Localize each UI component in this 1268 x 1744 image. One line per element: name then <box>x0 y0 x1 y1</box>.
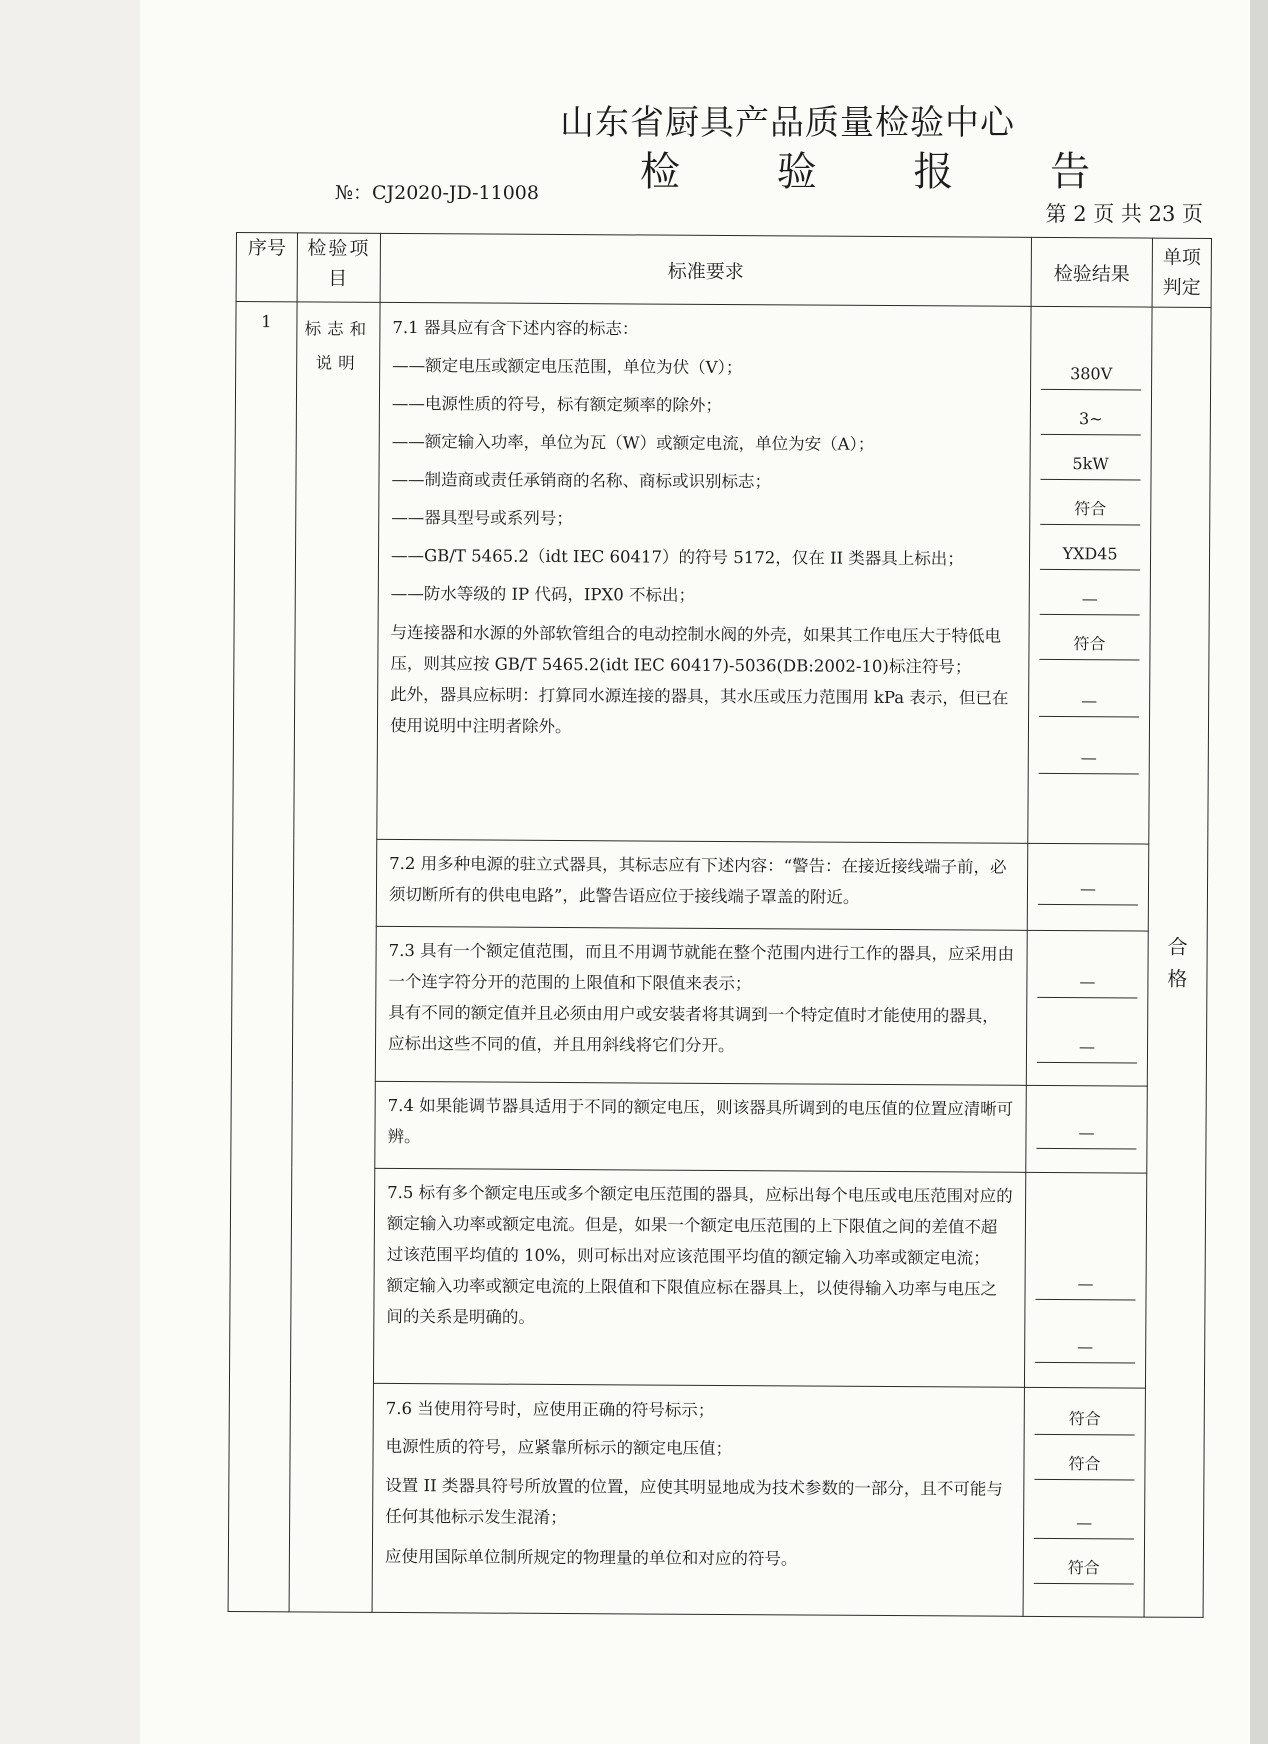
result-value: — <box>1035 1332 1135 1364</box>
result-value: 5kW <box>1040 449 1140 481</box>
requirement-7-5 <box>373 1168 1025 1388</box>
org-name: 山东省厨具产品质量检验中心 <box>560 103 1015 143</box>
table-row <box>231 1080 1207 1173</box>
header-verdict: 单项判定 <box>1152 238 1211 308</box>
req-line: 7.2 用多种电源的驻立式器具，其标志应有下述内容：“警告：在接近接线端子前，必须切断所有的供电电路”，此警告语应位于接线端子罩盖的附近。 <box>388 853 1007 907</box>
table-header-row <box>236 233 1211 308</box>
table-row <box>231 925 1207 1086</box>
result-7-2 <box>1027 843 1149 931</box>
result-value: — <box>1034 1508 1134 1540</box>
req-line: ——防水等级的 IP 代码，IPX0 不标出； <box>390 584 696 606</box>
result-value: — <box>1035 1269 1135 1301</box>
requirement-7-6 <box>372 1384 1024 1617</box>
result-value: 符合 <box>1040 494 1140 526</box>
page-indicator: 第 2 页 共 23 页 <box>1045 202 1203 226</box>
req-line: 7.3 具有一个额定值范围，而且不用调节就能在整个范围内进行工作的器具，应采用由一个连字符分开的范围的上限值和下限值来表示； <box>388 940 1015 993</box>
req-line: 7.5 标有多个额定电压或多个额定电压范围的器具，应标出每个电压或电压范围对应的额定输入功率或额定电流。但是，如果一个额定电压范围的上下限值之间的差值不超过该范围平均值的 10%，则可标出对应该范围平均值的额定输入功率或额定电流； <box>386 1182 1013 1268</box>
req-line: 具有不同的额定值并且必须由用户或安装者将其调到一个特定值时才能使用的器具，应标出这些不同的值，并且用斜线将它们分开。 <box>387 1002 999 1055</box>
requirement-7-2 <box>376 839 1028 930</box>
req-line: 设置 II 类器具符号所放置的位置，应使其明显地成为技术参数的一部分，且不可能与任何其他标示发生混淆； <box>385 1476 1003 1528</box>
req-line: 7.4 如果能调节器具适用于不同的额定电压，则该器具所调到的电压值的位置应清晰可辨。 <box>387 1095 1014 1146</box>
header-requirement: 标准要求 <box>380 233 1031 306</box>
requirement-7-3 <box>375 926 1027 1085</box>
row-number: 1 <box>228 302 297 1612</box>
result-value: — <box>1037 1032 1137 1064</box>
result-7-6 <box>1023 1388 1145 1618</box>
req-line: ——额定输入功率，单位为瓦（W）或额定电流，单位为安（A）； <box>391 432 875 455</box>
result-value: — <box>1038 874 1138 906</box>
page-edge <box>1250 0 1268 1744</box>
result-value: — <box>1040 584 1140 616</box>
verdict-value: 合格 <box>1167 934 1188 991</box>
req-line: ——GB/T 5465.2（idt IEC 60417）的符号 5172，仅在 II 类器具上标出； <box>390 546 964 569</box>
report-title: 检 验 报 告 <box>640 149 1133 195</box>
result-7-4 <box>1026 1085 1148 1173</box>
result-value: — <box>1036 1118 1136 1150</box>
result-value: 3~ <box>1041 404 1141 436</box>
result-value: YXD45 <box>1040 539 1140 571</box>
requirement-7-1 <box>377 303 1031 844</box>
req-line: 7.1 器具应有含下述内容的标志： <box>392 318 639 339</box>
req-line: 额定输入功率或额定电流的上限值和下限值应标在器具上，以使得输入功率与电压之间的关系是明确的。 <box>386 1275 998 1327</box>
result-value: 符合 <box>1039 629 1139 661</box>
result-value: 符合 <box>1034 1449 1134 1481</box>
verdict-cell <box>1144 307 1211 1617</box>
table-row <box>232 838 1208 931</box>
table-row <box>228 1383 1204 1618</box>
req-line: 电源性质的符号，应紧靠所标示的额定电压值； <box>385 1437 733 1459</box>
result-value: — <box>1039 686 1139 718</box>
result-7-5 <box>1024 1172 1146 1388</box>
req-line: 与连接器和水源的外部软管组合的电动控制水阀的外壳，如果其工作电压大于特低电压，则其应按 GB/T 5465.2(idt IEC 60417)-5036(DB:2002-10)标注符号； <box>390 623 1002 677</box>
req-line: ——器具型号或系列号； <box>391 508 573 529</box>
req-line: 此外，器具应标明：打算同水源连接的器具，其水压或压力范围用 kPa 表示，但已在使用说明中注明者除外。 <box>389 685 1009 737</box>
req-line: ——制造商或责任承销商的名称、商标或识别标志； <box>391 470 772 492</box>
table-row <box>229 1167 1205 1388</box>
item-name: 标志和说明 <box>289 302 380 1612</box>
result-7-1 <box>1028 307 1152 844</box>
header-result: 检验结果 <box>1031 237 1152 307</box>
req-line: 应使用国际单位制所规定的物理量的单位和对应的符号。 <box>384 1547 798 1569</box>
header-no: 序号 <box>236 233 297 303</box>
report-number: №：CJ2020-JD-11008 <box>335 182 539 204</box>
req-line: 7.6 当使用符号时，应使用正确的符号标示； <box>385 1399 715 1421</box>
inspection-table <box>228 232 1212 1618</box>
result-value: 符合 <box>1034 1553 1134 1585</box>
header-item: 检验项目 <box>297 233 380 303</box>
result-value: 380V <box>1041 359 1141 391</box>
result-value: — <box>1037 967 1137 999</box>
table-row <box>233 302 1211 845</box>
req-line: ——额定电压或额定电压范围，单位为伏（V）； <box>392 356 743 378</box>
result-value: 符合 <box>1035 1404 1135 1436</box>
result-value: — <box>1039 743 1139 775</box>
req-line: ——电源性质的符号，标有额定频率的除外； <box>391 394 723 416</box>
requirement-7-4 <box>375 1081 1027 1172</box>
result-7-3 <box>1026 930 1148 1086</box>
